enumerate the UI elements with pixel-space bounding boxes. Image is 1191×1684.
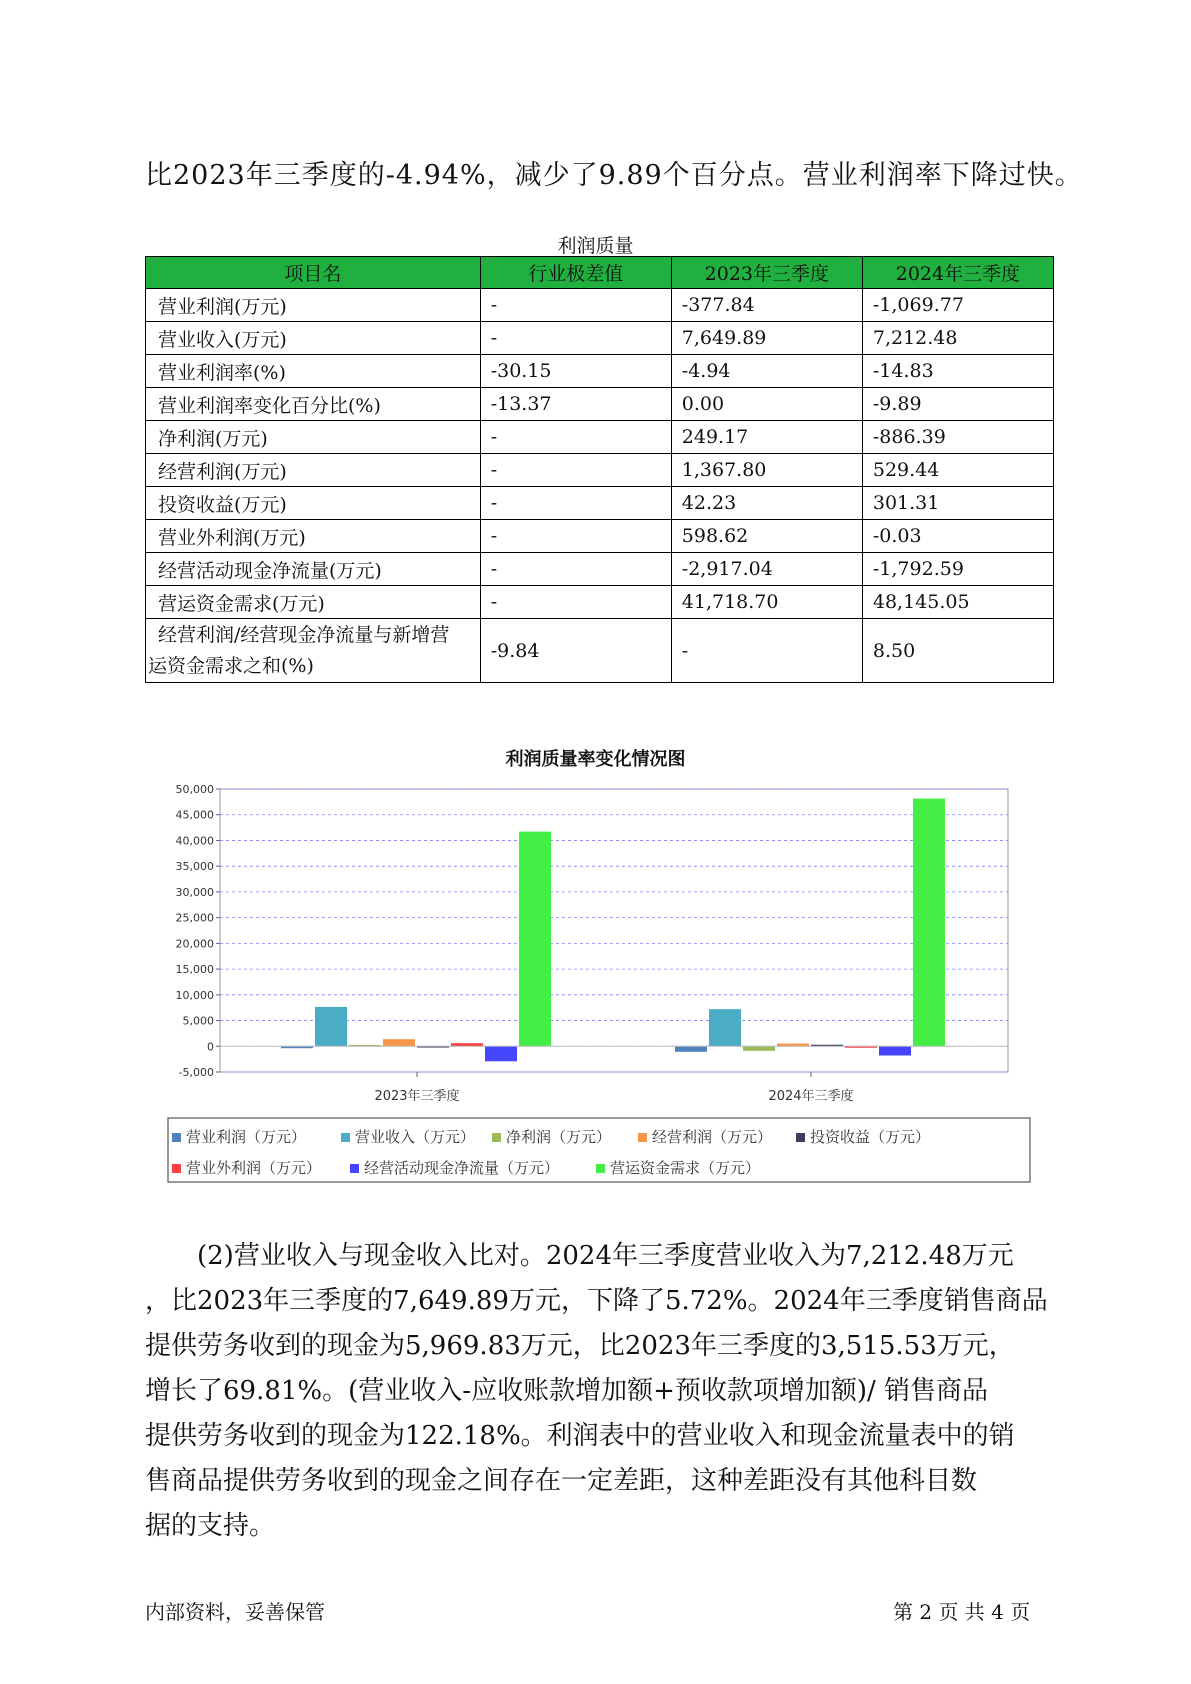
cell-2024-q3: -14.83 <box>862 355 1053 388</box>
legend-label: 营业利润（万元） <box>186 1128 307 1146</box>
y-tick-label: 30,000 <box>175 885 214 899</box>
cell-name: 经营利润(万元) <box>146 454 481 487</box>
bar <box>743 1046 775 1051</box>
cell-2024-q3: 8.50 <box>862 619 1053 683</box>
cell-2024-q3: -0.03 <box>862 520 1053 553</box>
cell-name-line2: 运资金需求之和(%) <box>148 654 314 677</box>
chart-title: 利润质量率变化情况图 <box>505 749 686 770</box>
cell-2024-q3: 7,212.48 <box>862 322 1053 355</box>
cell-2024-q3: -886.39 <box>862 421 1053 454</box>
cell-2023-q3: 249.17 <box>671 421 862 454</box>
bar <box>485 1046 517 1061</box>
footer-page-number: 第 2 页 共 4 页 <box>893 1600 1031 1624</box>
cell-industry-range: - <box>480 421 671 454</box>
legend-swatch <box>172 1133 181 1142</box>
cell-industry-range: - <box>480 322 671 355</box>
cell-industry-range: - <box>480 454 671 487</box>
cell-name: 营运资金需求(万元) <box>146 586 481 619</box>
cell-2024-q3: 48,145.05 <box>862 586 1053 619</box>
bar <box>675 1046 707 1052</box>
header-industry-range: 行业极差值 <box>480 257 671 289</box>
y-tick-label: 25,000 <box>175 911 214 925</box>
y-tick-label: 35,000 <box>175 860 214 874</box>
legend-swatch <box>341 1133 350 1142</box>
y-tick-label: 15,000 <box>175 963 214 977</box>
body-paragraph <box>145 1234 1065 1549</box>
legend-swatch <box>350 1164 359 1173</box>
bar <box>879 1046 911 1055</box>
table-caption: 利润质量 <box>557 235 634 257</box>
legend-swatch <box>638 1133 647 1142</box>
paragraph-line: 据的支持。 <box>145 1511 276 1541</box>
legend-label: 营运资金需求（万元） <box>610 1159 761 1177</box>
paragraph-line: (2)营业收入与现金收入比对。2024年三季度营业收入为7,212.48万元 <box>197 1241 1014 1271</box>
legend-swatch <box>596 1164 605 1173</box>
cell-2023-q3: 1,367.80 <box>671 454 862 487</box>
legend-swatch <box>796 1133 805 1142</box>
legend-label: 营业收入（万元） <box>355 1128 476 1146</box>
cell-industry-range: - <box>480 553 671 586</box>
legend-label: 投资收益（万元） <box>810 1128 931 1146</box>
legend-label: 营业外利润（万元） <box>186 1159 322 1177</box>
y-tick-label: 40,000 <box>175 834 214 848</box>
cell-industry-range: -13.37 <box>480 388 671 421</box>
cell-2023-q3: 42.23 <box>671 487 862 520</box>
cell-2024-q3: -1,069.77 <box>862 289 1053 322</box>
header-2023-q3: 2023年三季度 <box>671 257 862 289</box>
legend-label: 净利润（万元） <box>506 1128 612 1146</box>
y-tick-label: 50,000 <box>175 783 214 796</box>
cell-industry-range: -9.84 <box>480 619 671 683</box>
paragraph-line: 提供劳务收到的现金为5,969.83万元，比2023年三季度的3,515.53万元， <box>145 1331 1015 1361</box>
legend-swatch <box>492 1133 501 1142</box>
legend-label: 经营利润（万元） <box>652 1128 773 1146</box>
legend-swatch <box>172 1164 181 1173</box>
cell-name: 营业收入(万元) <box>146 322 481 355</box>
cell-2024-q3: -1,792.59 <box>862 553 1053 586</box>
cell-name-line1: 经营利润/经营现金净流量与新增营 <box>158 623 450 646</box>
cell-industry-range: - <box>480 520 671 553</box>
cell-2023-q3: 0.00 <box>671 388 862 421</box>
cell-2023-q3: 598.62 <box>671 520 862 553</box>
cell-industry-range: -30.15 <box>480 355 671 388</box>
x-tick-label: 2024年三季度 <box>768 1089 854 1104</box>
cell-2023-q3: -4.94 <box>671 355 862 388</box>
cell-name: 投资收益(万元) <box>146 487 481 520</box>
bar <box>519 832 551 1047</box>
bar <box>383 1039 415 1046</box>
intro-line: 比2023年三季度的-4.94%，减少了9.89个百分点。营业利润率下降过快。 <box>145 160 1083 191</box>
bar <box>315 1007 347 1046</box>
x-tick-label: 2023年三季度 <box>374 1089 460 1104</box>
cell-2023-q3: 41,718.70 <box>671 586 862 619</box>
bar <box>913 799 945 1047</box>
y-tick-label: 10,000 <box>175 988 214 1002</box>
cell-industry-range: - <box>480 487 671 520</box>
cell-industry-range: - <box>480 289 671 322</box>
cell-name: 营业利润(万元) <box>146 289 481 322</box>
paragraph-line: ，比2023年三季度的7,649.89万元，下降了5.72%。2024年三季度销售商品 <box>145 1286 1048 1316</box>
cell-2024-q3: 529.44 <box>862 454 1053 487</box>
cell-2024-q3: 301.31 <box>862 487 1053 520</box>
y-tick-label: -5,000 <box>178 1066 214 1079</box>
cell-name: 经营活动现金净流量(万元) <box>146 553 481 586</box>
header-2024-q3: 2024年三季度 <box>862 257 1053 289</box>
cell-2023-q3: - <box>671 619 862 683</box>
cell-2023-q3: 7,649.89 <box>671 322 862 355</box>
paragraph-line: 售商品提供劳务收到的现金之间存在一定差距，这种差距没有其他科目数 <box>145 1466 978 1496</box>
cell-industry-range: - <box>480 586 671 619</box>
cell-name: 营业利润率变化百分比(%) <box>146 388 481 421</box>
header-item-name: 项目名 <box>146 257 481 289</box>
cell-2023-q3: -377.84 <box>671 289 862 322</box>
footer-confidential: 内部资料，妥善保管 <box>145 1600 325 1624</box>
paragraph-line: 提供劳务收到的现金为122.18%。利润表中的营业收入和现金流量表中的销 <box>145 1421 1015 1451</box>
bar <box>709 1009 741 1046</box>
cell-2024-q3: -9.89 <box>862 388 1053 421</box>
y-tick-label: 45,000 <box>175 808 214 822</box>
y-tick-label: 0 <box>207 1040 214 1054</box>
cell-name: 营业利润率(%) <box>146 355 481 388</box>
legend-label: 经营活动现金净流量（万元） <box>364 1159 560 1177</box>
paragraph-line: 增长了69.81%。(营业收入-应收账款增加额+预收款项增加额)/ 销售商品 <box>145 1376 989 1406</box>
y-tick-label: 5,000 <box>182 1014 214 1028</box>
cell-2023-q3: -2,917.04 <box>671 553 862 586</box>
cell-name: 营业外利润(万元) <box>146 520 481 553</box>
cell-name: 净利润(万元) <box>146 421 481 454</box>
y-tick-label: 20,000 <box>175 937 214 951</box>
